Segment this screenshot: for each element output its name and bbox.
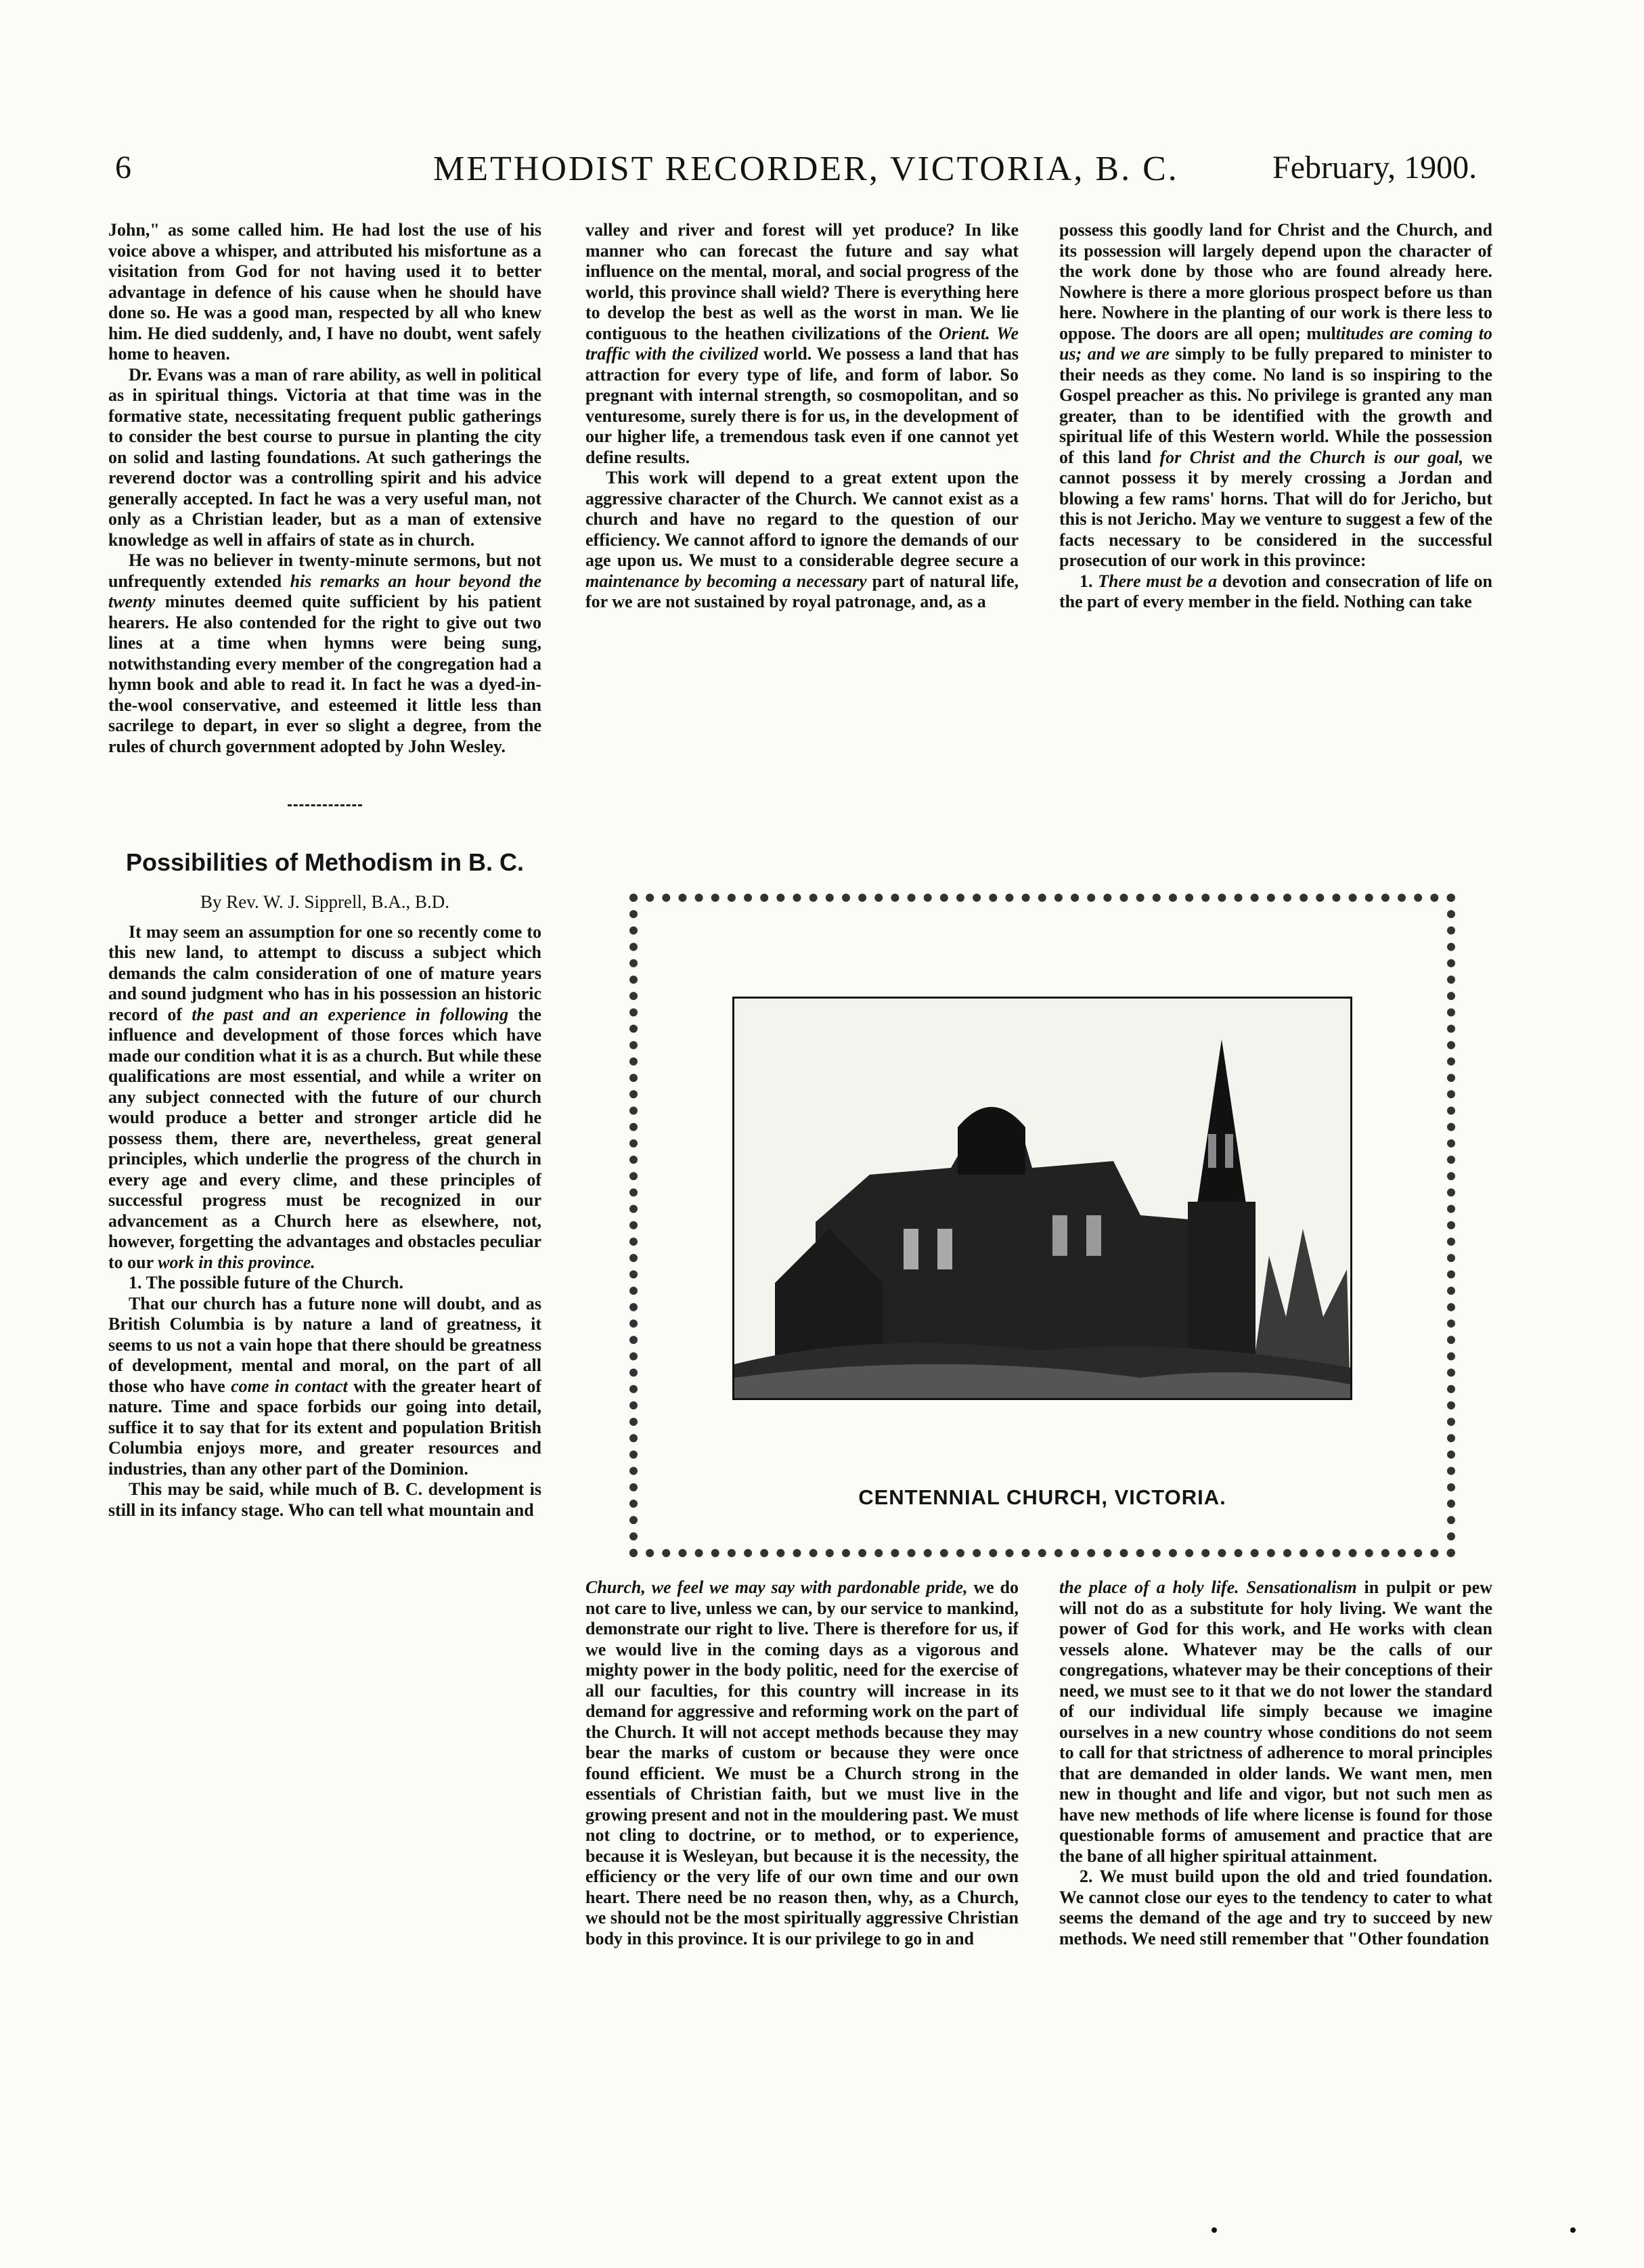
paragraph: That our church has a future none will doubt, and as British Columbia is by nature a land of greatness, it seems to us not a vain hope that there should be greatness of development, mental and moral, on the part of all those who have come in contact with the greater heart of nature. Time and space forbids our going into detail, suffice it to say that for its extent and population British Columbia enjoys more, and greater resources and industries, than any other part of the Dominion. <box>108 1293 541 1479</box>
paragraph: This work will depend to a great extent upon the aggressive character of the Church. We cannot exist as a church and have no regard to the question of our efficiency. We cannot afford to ignore the demands of our age upon us. We must to a considerable degree secure a maintenance by becoming a necessary part of natural life, for we are not sustained by royal patronage, and, as a <box>585 468 1019 611</box>
church-photograph <box>732 997 1352 1400</box>
article-title: Possibilities of Methodism in B. C. <box>125 848 525 876</box>
paragraph: the place of a holy life. Sensationalism in pulpit or pew will not do as a substitute for holy living. We want the power of God for this work, and He works with clean vessels alone. Whatever may be the calls of our congregations, whatever may be their conceptions of their need, we must see to it that we do not lower the standard of our individual life simply because we imagine ourselves in a new country whose conditions do not seem to call for that strictness of adherence to moral principles that are demanded in older lands. We want men, men new in thought and life and vigor, but not such men as have new methods of life where license is found for those questionable forms of amusement and practice that are the bane of all higher spiritual attainment. <box>1059 1577 1492 1866</box>
figure-frame <box>629 894 1455 1557</box>
ink-speck <box>1212 2227 1217 2233</box>
paragraph: 2. We must build upon the old and tried foundation. We cannot close our eyes to the tendency to cater to what seems the demand of the age and try to succeed by new methods. We need still remember that "Other foundation <box>1059 1867 1492 1948</box>
section-divider <box>288 804 362 806</box>
ink-speck <box>1570 2227 1576 2233</box>
column-1 <box>108 220 541 2217</box>
paragraph: Dr. Evans was a man of rare ability, as well in political as in spiritual things. Victoria at that time was in the formative state, necessitating frequent public gatherings to consider the best course to pursue in planting the city on solid and lasting foundations. At such gatherings the reverend doctor was a controlling spirit and his advice generally accepted. In fact he was a very useful man, not only as a Christian leader, but as a man of extensive knowledge as well in affairs of state as in church. <box>108 364 541 550</box>
publication-title: METHODIST RECORDER, VICTORIA, B. C. <box>433 150 1179 188</box>
figure-caption: CENTENNIAL CHURCH, VICTORIA. <box>858 1485 1226 1509</box>
paragraph: valley and river and forest will yet produce? In like manner who can forecast the future and say what influence on the mental, moral, and social progress of the world, this province shall wield? There is everything here to develop the best as well as the worst in man. We lie contiguous to the heathen civilizations of the Orient. We traffic with the civilized world. We possess a land that has attraction for every type of life, and form of labor. So pregnant with internal strength, so cosmopolitan, and so venturesome, surely there is for us, in the development of our higher life, a tremendous task even if one cannot yet define results. <box>585 220 1019 467</box>
paragraph: This may be said, while much of B. C. development is still in its infancy stage. Who can tell what mountain and <box>108 1479 541 1520</box>
column-2-top <box>585 220 1019 890</box>
paragraph: possess this goodly land for Christ and the Church, and its possession will largely depend upon the character of the work done by those who are found already here. Nowhere is there a more glorious prospect before us than here. Nowhere in the planting of our work is there less to oppose. The doors are all open; multitudes are coming to us; and we are simply to be fully prepared to minister to their needs as they come. No land is so inspiring to the Gospel preacher as this. No privilege is granted any man greater, than to be identified with the growth and spiritual life of this Western world. While the possession of this land for Christ and the Church is our goal, we cannot possess it by merely crossing a Jordan and blowing a few rams' horns. That will do for Jericho, but this is not Jericho. May we venture to suggest a few of the facts necessary to be considered in the successful prosecution of our work in this province: <box>1059 220 1492 570</box>
column-2-bottom <box>585 1577 1019 2221</box>
issue-date: February, 1900. <box>1272 150 1478 186</box>
numbered-point: 1. The possible future of the Church. <box>129 1273 403 1292</box>
paragraph: 1. There must be a devotion and consecration of life on the part of every member in the field. Nothing can take <box>1059 571 1492 611</box>
page-header <box>0 149 1644 210</box>
paragraph: Church, we feel we may say with pardonable pride, we do not care to live, unless we can, by our service to mankind, demonstrate our right to live. There is therefore for us, if we would live in the coming days as a vigorous and mighty power in the body politic, need for the exercise of all our faculties, for this country will increase in its demand for aggressive and reforming work on the part of the Church. It will not accept methods because they may bear the marks of custom or because they were once found efficient. We must be a Church strong in the essentials of Christian faith, but we must live in the growing present and not in the mouldering past. We must not cling to doctrine, or to method, or to experience, because it is Wesleyan, but because it is the necessity, the efficiency or the very life of our own time and our own heart. There need be no reason then, why, as a Church, we should not be the most spiritually aggressive Christian body in this province. It is our privilege to go in and <box>585 1577 1019 1948</box>
column-3-top <box>1059 220 1492 890</box>
page-number: 6 <box>115 150 131 186</box>
paragraph: John," as some called him. He had lost the use of his voice above a whisper, and attributed his misfortune as a visitation from God for not having used it to better advantage in defence of his cause when he should have done so. He was a good man, respected by all who knew him. He died suddenly, and, I have no doubt, went safely home to heaven. <box>108 220 541 364</box>
column-3-bottom <box>1059 1577 1492 2221</box>
paragraph: It may seem an assumption for one so recently come to this new land, to attempt to discuss a subject which demands the calm consideration of one of mature years and sound judgment who has in his possession an historic record of the past and an experience in following the influence and development of those forces which have made our condition what it is as a church. But while these qualifications are most essential, and while a writer on any subject connected with the future of our church would produce a better and stronger article did he possess them, there are, nevertheless, great general principles, which underlie the progress of the church in every age and every clime, and these principles of successful progress must be recognized in our advancement as a Church here as elsewhere, not, however, forgetting the advantages and obstacles peculiar to our work in this province. <box>108 921 541 1272</box>
article-byline: By Rev. W. J. Sipprell, B.A., B.D. <box>200 892 450 912</box>
church-illustration <box>734 999 1350 1398</box>
paragraph: He was no believer in twenty-minute sermons, but not unfrequently extended his remarks an hour beyond the twenty minutes deemed quite sufficient by his patient hearers. He also contended for the right to give out two lines at a time when hymns were being sung, notwithstanding every member of the congregation had a hymn book and able to read it. In fact he was a dyed-in-the-wool conservative, and esteemed it little less than sacrilege to depart, in ever so slight a degree, from the rules of church government adopted by John Wesley. <box>108 550 541 756</box>
